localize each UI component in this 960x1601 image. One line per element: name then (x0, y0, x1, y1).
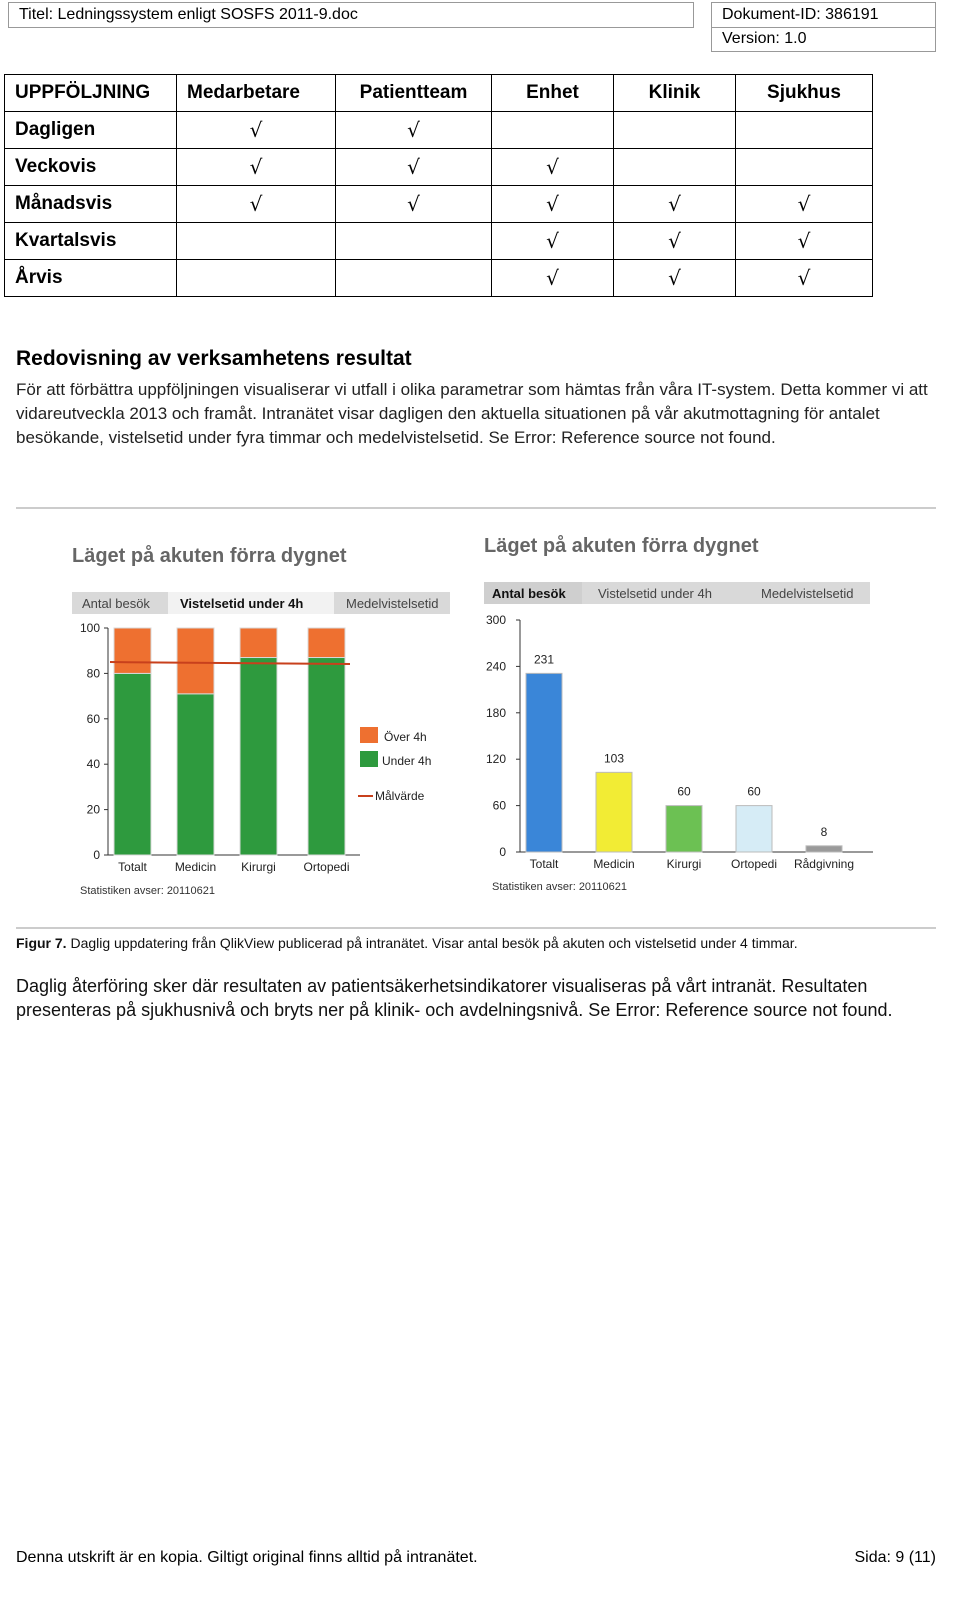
figure-caption (16, 935, 798, 951)
caption-text: Daglig uppdatering från QlikView publicerad på intranätet. Visar antal besök på akuten och vistelsetid under 4 timmar. (66, 935, 798, 951)
bar-under-4h (240, 658, 277, 855)
table-cell (336, 223, 492, 260)
check-mark-icon: √ (407, 192, 420, 216)
data-label: 231 (533, 652, 555, 667)
bar (736, 806, 772, 852)
table-cell (177, 149, 336, 186)
check-mark-icon: √ (668, 192, 681, 216)
bar (806, 846, 842, 852)
check-mark-icon: √ (668, 266, 681, 290)
legend-label: Över 4h (384, 730, 427, 744)
table-cell (177, 186, 336, 223)
table-cell (336, 112, 492, 149)
chart-footnote: Statistiken avser: 20110621 (492, 881, 627, 893)
chart-tab: Medelvistelsetid (346, 596, 439, 611)
table-row (5, 186, 873, 223)
y-tick-label: 100 (79, 621, 100, 635)
check-mark-icon: √ (249, 155, 263, 179)
table-header-row (5, 75, 873, 112)
chart-tab: Vistelsetid under 4h (180, 596, 304, 611)
table-header-cell: Sjukhus (736, 75, 873, 112)
bar (526, 673, 562, 852)
table-header-cell: Patientteam (336, 75, 492, 112)
table-row (5, 149, 873, 186)
x-tick-label: Totalt (118, 860, 147, 874)
table-header-cell: Medarbetare (177, 75, 336, 112)
check-mark-icon: √ (546, 192, 559, 216)
x-tick-label: Medicin (174, 860, 217, 874)
y-tick-label: 0 (93, 848, 100, 862)
y-tick-label: 180 (485, 705, 506, 720)
table-cell (336, 149, 492, 186)
legend-label: Under 4h (382, 754, 432, 768)
bar (596, 772, 632, 852)
check-mark-icon: √ (546, 229, 559, 253)
stacked-bar-chart-vistelsetid (60, 530, 460, 910)
legend-swatch-over-4h (360, 727, 378, 743)
table-header-cell: Enhet (492, 75, 614, 112)
divider (16, 927, 936, 929)
chart-footnote: Statistiken avser: 20110621 (80, 885, 215, 897)
table-cell (614, 149, 736, 186)
check-mark-icon: √ (249, 118, 263, 142)
y-tick-label: 80 (86, 666, 100, 681)
section-paragraph: Daglig återföring sker där resultaten av patientsäkerhetsindikatorer visualiseras på vårt intranät. Resultaten presenteras på sjukhusnivå och bryts ner på klinik- och avdelningsnivå. Se Error: Reference source not found. (16, 976, 893, 1020)
x-tick-label: Ortopedi (730, 857, 778, 871)
chart-tab: Antal besök (492, 586, 566, 601)
check-mark-icon: √ (407, 155, 420, 179)
table-cell (492, 186, 614, 223)
bar-under-4h (114, 673, 151, 855)
table-row-label: Månadsvis (5, 186, 177, 223)
legend-swatch-under-4h (360, 751, 378, 767)
page-number: Sida: 9 (11) (854, 1549, 936, 1566)
section-paragraph: För att förbättra uppföljningen visualiserar vi utfall i olika parametrar som hämtas från våra IT-system. Detta kommer vi att vidareutveckla 2013 och framåt. Intranätet visar dagligen den aktuella situationen på vår akutmottagning för antalet besökande, vistelsetid under fyra timmar och medelvistelsetid. Se Error: Reference source not found. (16, 380, 928, 447)
followup-table (4, 74, 873, 297)
chart-title: Läget på akuten förra dygnet (72, 545, 347, 567)
table-header-cell: Klinik (614, 75, 736, 112)
table-cell (492, 223, 614, 260)
data-label: 60 (677, 784, 691, 799)
x-tick-label: Kirurgi (241, 860, 276, 874)
check-mark-icon: √ (546, 155, 559, 179)
caption-label: Figur 7. (16, 935, 67, 951)
table-row-label: Veckovis (5, 149, 177, 186)
chart-tab: Medelvistelsetid (761, 586, 854, 601)
section-title: Redovisning av verksamhetens resultat (16, 347, 412, 370)
document-title: Titel: Ledningssystem enligt SOSFS 2011-9.doc (8, 2, 694, 28)
bar--ver-4h (240, 628, 277, 658)
table-row-label: Årvis (5, 260, 177, 297)
data-label: 103 (603, 751, 625, 766)
y-tick-label: 120 (485, 752, 506, 767)
table-cell (736, 186, 873, 223)
table-row (5, 260, 873, 297)
y-tick-label: 20 (86, 802, 100, 817)
document-version: Version: 1.0 (711, 27, 936, 52)
document-header (8, 2, 936, 52)
x-tick-label: Totalt (529, 857, 559, 871)
data-label: 60 (747, 784, 761, 799)
y-tick-label: 300 (485, 613, 506, 627)
x-tick-label: Medicin (593, 857, 635, 871)
check-mark-icon: √ (797, 229, 811, 253)
table-cell (492, 149, 614, 186)
y-tick-label: 60 (492, 798, 506, 813)
divider (16, 507, 936, 509)
table-cell (614, 112, 736, 149)
table-cell (614, 223, 736, 260)
table-cell (736, 260, 873, 297)
chart-tab: Vistelsetid under 4h (598, 586, 712, 601)
table-row (5, 223, 873, 260)
footer-disclaimer: Denna utskrift är en kopia. Giltigt original finns alltid på intranätet. (16, 1549, 478, 1566)
chart-tab: Antal besök (82, 596, 150, 611)
table-cell (736, 112, 873, 149)
document-id: Dokument-ID: 386191 (711, 2, 936, 28)
check-mark-icon: √ (546, 266, 559, 290)
y-tick-label: 60 (86, 711, 100, 726)
chart-title: Läget på akuten förra dygnet (484, 535, 759, 557)
table-cell (614, 260, 736, 297)
table-row-label: Kvartalsvis (5, 223, 177, 260)
table-cell (177, 223, 336, 260)
check-mark-icon: √ (668, 229, 681, 253)
table-cell (336, 260, 492, 297)
table-cell (177, 112, 336, 149)
table-cell (177, 260, 336, 297)
table-cell (736, 223, 873, 260)
bar-chart-antal-besok (478, 522, 898, 912)
y-tick-label: 0 (499, 845, 506, 859)
bar (666, 806, 702, 852)
x-tick-label: Ortopedi (303, 860, 350, 874)
table-cell (492, 112, 614, 149)
check-mark-icon: √ (249, 192, 263, 216)
check-mark-icon: √ (797, 192, 811, 216)
bar--ver-4h (114, 628, 151, 673)
table-body (5, 112, 873, 297)
check-mark-icon: √ (407, 118, 420, 142)
table-row-label: Dagligen (5, 112, 177, 149)
x-tick-label: Kirurgi (666, 857, 702, 871)
legend-label: Målvärde (375, 789, 425, 803)
check-mark-icon: √ (797, 266, 811, 290)
table-row (5, 112, 873, 149)
table-cell (492, 260, 614, 297)
y-tick-label: 40 (86, 757, 100, 772)
bar--ver-4h (308, 628, 345, 658)
bar--ver-4h (177, 628, 214, 694)
y-tick-label: 240 (485, 659, 506, 674)
table-cell (736, 149, 873, 186)
bar-under-4h (308, 658, 345, 855)
bar-under-4h (177, 694, 214, 855)
data-label: 8 (820, 824, 828, 839)
table-cell (614, 186, 736, 223)
table-cell (336, 186, 492, 223)
table-header-cell: UPPFÖLJNING (5, 75, 177, 112)
x-tick-label: Rådgivning (793, 857, 855, 871)
